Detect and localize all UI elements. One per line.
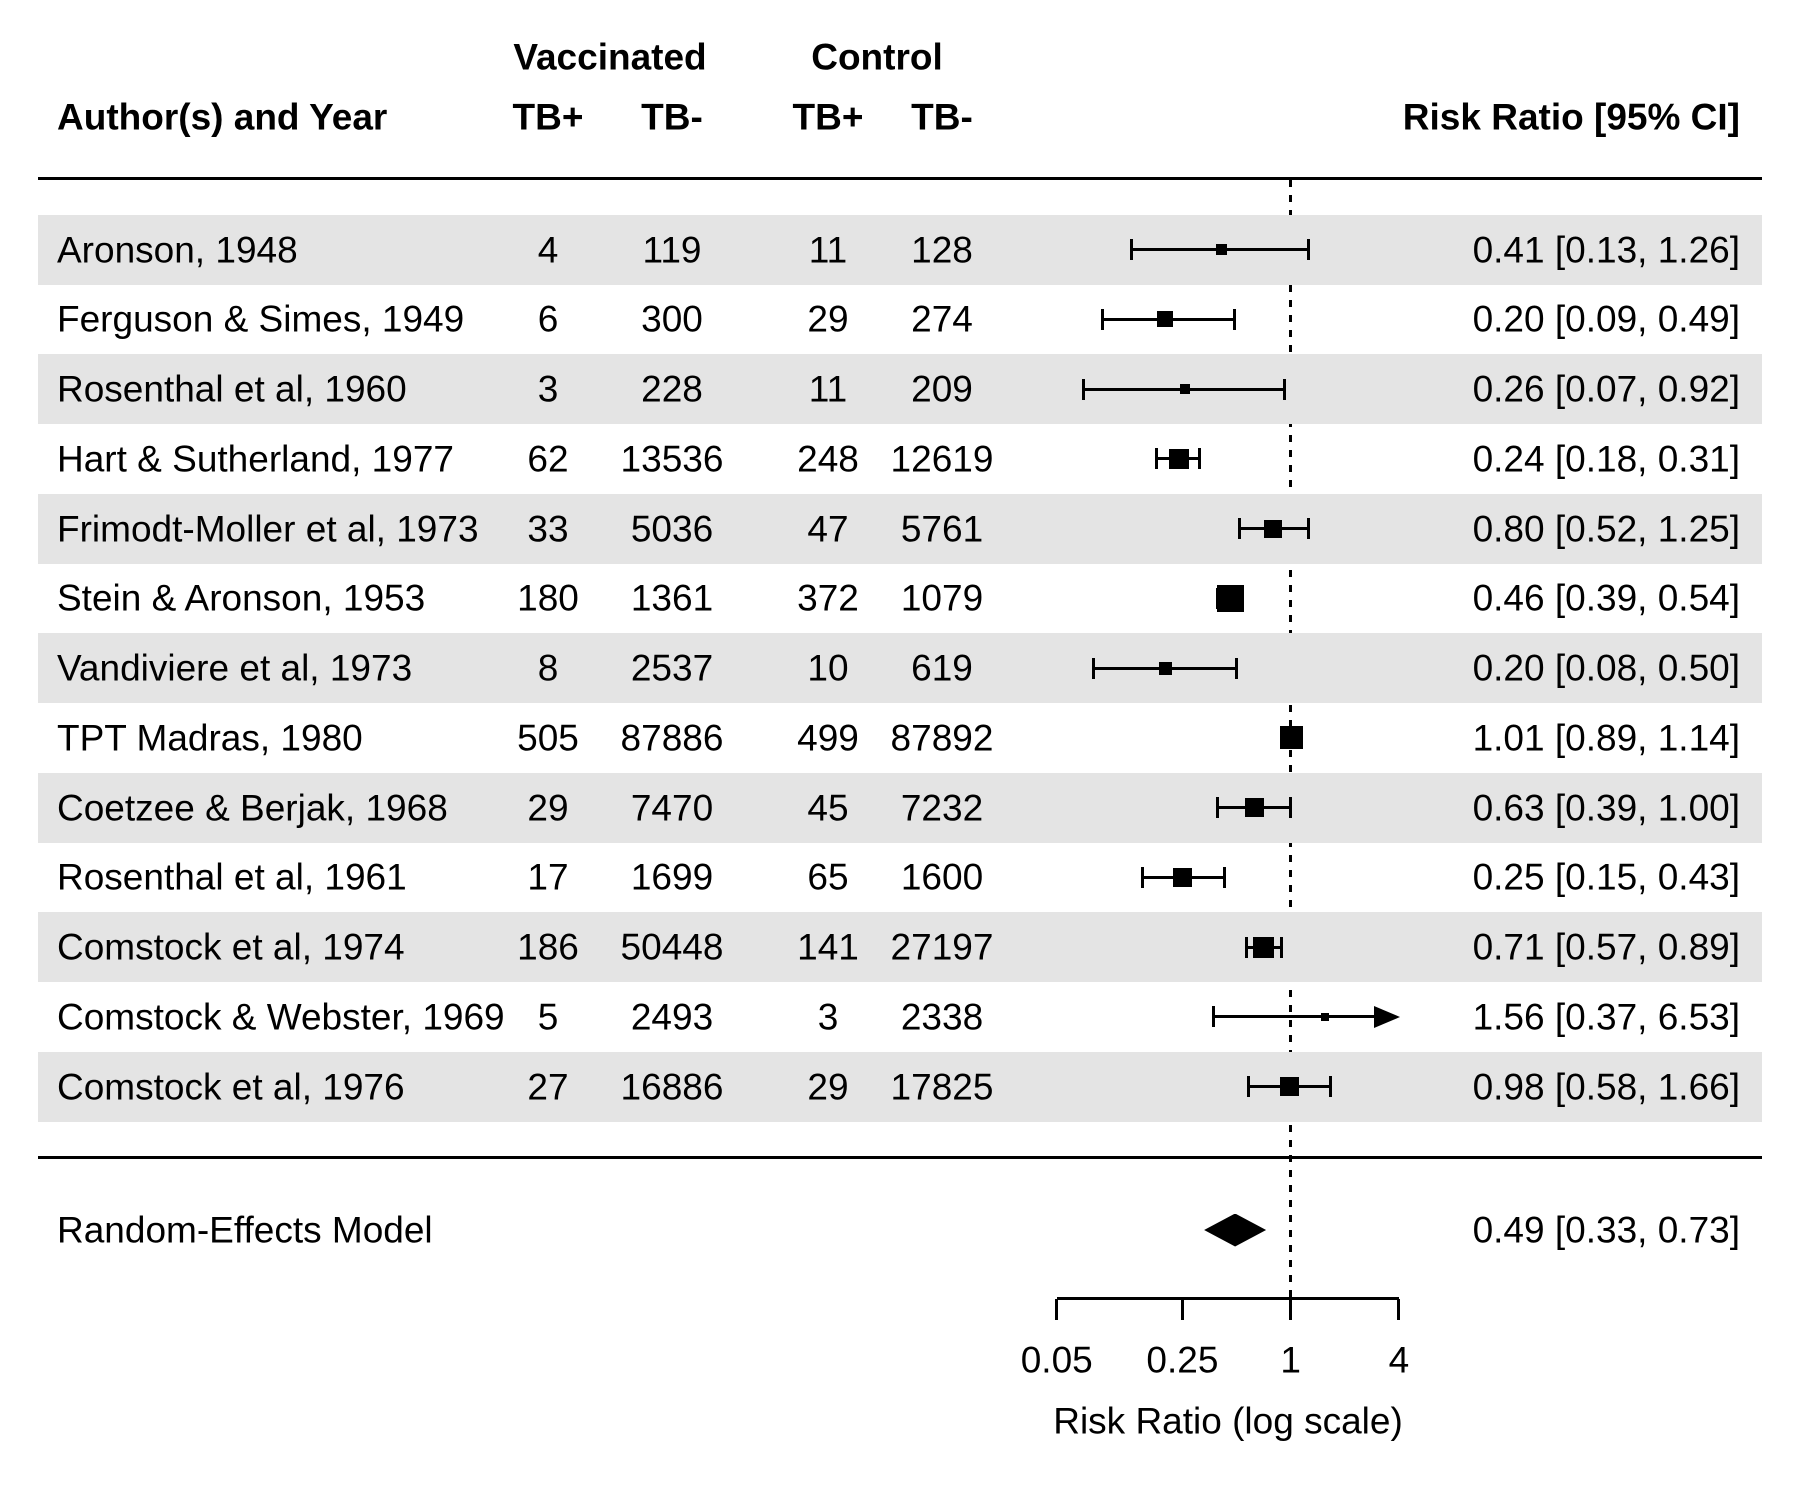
ci-cap-left — [1245, 937, 1248, 958]
summary-diamond — [1204, 1214, 1266, 1247]
count-cell: 7470 — [630, 787, 714, 828]
count-cell: 372 — [797, 577, 859, 619]
x-axis-title: Risk Ratio (log scale) — [1053, 1400, 1403, 1442]
count-cell: 119 — [642, 229, 702, 270]
count-cell: 8 — [537, 647, 559, 689]
count-cell: 209 — [911, 368, 973, 410]
point-estimate — [1280, 1077, 1299, 1096]
rr-annotation: 0.20 [0.09, 0.49] — [1472, 298, 1740, 340]
header-control-tb-pos: TB+ — [792, 96, 864, 138]
author-label: Frimodt-Moller et al, 1973 — [57, 508, 479, 549]
ci-cap-left — [1141, 867, 1144, 888]
x-axis-tick-label: 0.25 — [1146, 1339, 1219, 1381]
author-label: Rosenthal et al, 1961 — [57, 856, 407, 898]
count-cell: 13536 — [620, 438, 724, 480]
ci-cap-right — [1307, 239, 1310, 260]
count-cell: 16886 — [620, 1066, 724, 1107]
rr-annotation: 0.46 [0.39, 0.54] — [1472, 577, 1740, 619]
ci-cap-right — [1280, 937, 1283, 958]
point-estimate — [1157, 311, 1173, 327]
rr-annotation: 0.25 [0.15, 0.43] — [1472, 856, 1740, 898]
rr-annotation: 1.01 [0.89, 1.14] — [1472, 717, 1740, 759]
point-estimate — [1245, 798, 1264, 817]
count-cell: 1361 — [630, 577, 714, 619]
count-cell: 5 — [537, 996, 559, 1038]
count-cell: 29 — [807, 1066, 849, 1107]
header-author: Author(s) and Year — [57, 96, 388, 138]
rr-annotation: 0.41 [0.13, 1.26] — [1472, 229, 1740, 270]
point-estimate — [1180, 384, 1190, 394]
count-cell: 1699 — [630, 856, 714, 898]
ci-cap-right — [1283, 379, 1286, 400]
count-cell: 17 — [527, 856, 569, 898]
count-cell: 141 — [797, 926, 859, 968]
author-label: Ferguson & Simes, 1949 — [57, 298, 465, 340]
author-label: Vandiviere et al, 1973 — [57, 647, 413, 689]
ci-cap-right — [1223, 867, 1226, 888]
ci-cap-left — [1247, 1076, 1250, 1097]
rr-annotation: 0.24 [0.18, 0.31] — [1472, 438, 1740, 480]
x-axis-tick — [1397, 1299, 1400, 1320]
header-control-group: Control — [811, 36, 943, 78]
count-cell: 87892 — [890, 717, 994, 759]
count-cell: 180 — [517, 577, 579, 619]
author-label: Aronson, 1948 — [57, 229, 298, 270]
point-estimate — [1217, 585, 1244, 612]
ci-cap-left — [1212, 1006, 1215, 1027]
count-cell: 505 — [517, 717, 579, 759]
count-cell: 1079 — [900, 577, 984, 619]
count-cell: 65 — [807, 856, 849, 898]
author-label: Stein & Aronson, 1953 — [57, 577, 426, 619]
count-cell: 87886 — [620, 717, 724, 759]
count-cell: 29 — [807, 298, 849, 340]
ci-cap-left — [1155, 448, 1158, 469]
count-cell: 5036 — [630, 508, 714, 549]
count-cell: 228 — [641, 368, 703, 410]
header-vaccinated-tb-pos: TB+ — [512, 96, 584, 138]
top-rule — [38, 177, 1762, 180]
count-cell: 17825 — [890, 1066, 994, 1107]
rr-annotation: 0.26 [0.07, 0.92] — [1472, 368, 1740, 410]
count-cell: 274 — [911, 298, 973, 340]
rr-annotation: 0.98 [0.58, 1.66] — [1472, 1066, 1740, 1107]
count-cell: 248 — [797, 438, 859, 480]
point-estimate — [1280, 726, 1303, 749]
ci-cap-left — [1092, 658, 1095, 679]
count-cell: 3 — [817, 996, 839, 1038]
count-cell: 4 — [537, 229, 559, 270]
count-cell: 11 — [808, 368, 848, 410]
point-estimate — [1173, 868, 1192, 887]
bottom-rule — [38, 1156, 1762, 1159]
count-cell: 2493 — [630, 996, 714, 1038]
ci-cap-left — [1101, 309, 1104, 330]
point-estimate — [1216, 244, 1227, 255]
count-cell: 27 — [527, 1066, 569, 1107]
ci-cap-right — [1235, 658, 1238, 679]
ci-cap-right — [1307, 518, 1310, 539]
ci-cap-left — [1082, 379, 1085, 400]
rr-annotation: 0.20 [0.08, 0.50] — [1472, 647, 1740, 689]
author-label: Coetzee & Berjak, 1968 — [57, 787, 448, 828]
x-axis-tick — [1181, 1299, 1184, 1320]
x-axis-tick-label: 1 — [1280, 1339, 1301, 1381]
ci-cap-left — [1238, 518, 1241, 539]
header-vaccinated-tb-neg: TB- — [641, 96, 703, 138]
author-label: Rosenthal et al, 1960 — [57, 368, 407, 410]
ci-cap-right — [1198, 448, 1201, 469]
count-cell: 27197 — [890, 926, 994, 968]
count-cell: 1600 — [900, 856, 984, 898]
count-cell: 10 — [807, 647, 849, 689]
x-axis-tick-label: 0.05 — [1020, 1339, 1093, 1381]
author-label: Comstock et al, 1974 — [57, 926, 405, 968]
count-cell: 499 — [797, 717, 859, 759]
count-cell: 62 — [527, 438, 569, 480]
count-cell: 50448 — [620, 926, 724, 968]
count-cell: 11 — [808, 229, 848, 270]
x-axis-tick-label: 4 — [1388, 1339, 1410, 1381]
ci-cap-right — [1289, 797, 1292, 818]
count-cell: 128 — [911, 229, 973, 270]
point-estimate — [1169, 449, 1189, 469]
count-cell: 47 — [807, 508, 849, 549]
ci-cap-left — [1130, 239, 1133, 260]
count-cell: 2537 — [630, 647, 714, 689]
author-label: Comstock et al, 1976 — [57, 1066, 405, 1107]
count-cell: 12619 — [890, 438, 994, 480]
count-cell: 6 — [537, 298, 559, 340]
count-cell: 5761 — [900, 508, 984, 549]
ci-cap-left — [1216, 797, 1219, 818]
rr-annotation: 1.56 [0.37, 6.53] — [1472, 996, 1740, 1038]
rr-annotation: 0.80 [0.52, 1.25] — [1472, 508, 1740, 549]
rr-annotation: 0.63 [0.39, 1.00] — [1472, 787, 1740, 828]
point-estimate — [1159, 662, 1172, 675]
count-cell: 2338 — [900, 996, 984, 1038]
author-label: TPT Madras, 1980 — [57, 717, 363, 759]
x-axis-tick — [1055, 1299, 1058, 1320]
header-vaccinated-group: Vaccinated — [513, 36, 707, 78]
count-cell: 29 — [527, 787, 569, 828]
count-cell: 45 — [807, 787, 849, 828]
summary-annotation: 0.49 [0.33, 0.73] — [1472, 1209, 1740, 1251]
count-cell: 300 — [641, 298, 703, 340]
ci-cap-right — [1233, 309, 1236, 330]
count-cell: 7232 — [900, 787, 984, 828]
point-estimate — [1264, 520, 1282, 538]
x-axis-line — [1057, 1297, 1399, 1300]
summary-label: Random-Effects Model — [57, 1209, 433, 1251]
author-label: Hart & Sutherland, 1977 — [57, 438, 454, 480]
count-cell: 619 — [911, 647, 973, 689]
header-risk-ratio: Risk Ratio [95% CI] — [1402, 96, 1740, 138]
count-cell: 186 — [517, 926, 579, 968]
x-axis-tick — [1289, 1299, 1292, 1320]
author-label: Comstock & Webster, 1969 — [57, 996, 505, 1038]
count-cell: 3 — [537, 368, 559, 410]
point-estimate — [1253, 937, 1274, 958]
rr-annotation: 0.71 [0.57, 0.89] — [1472, 926, 1740, 968]
count-cell: 33 — [527, 508, 569, 549]
header-control-tb-neg: TB- — [911, 96, 973, 138]
